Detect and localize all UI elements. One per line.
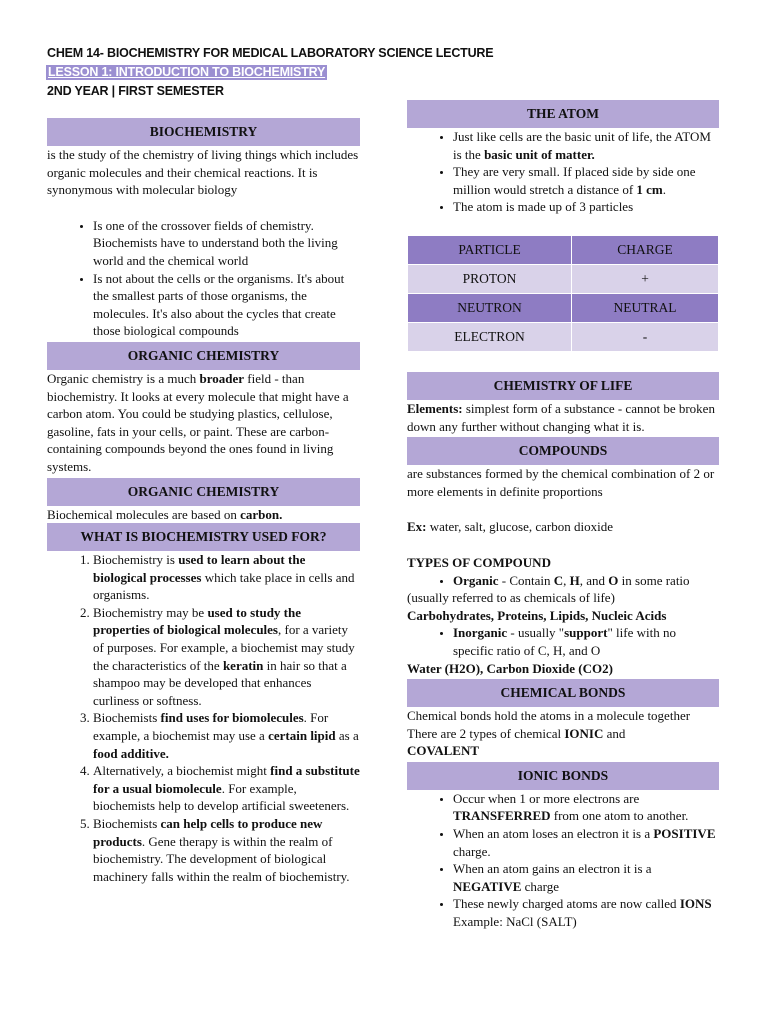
- table-header: CHARGE: [572, 235, 719, 264]
- biochemistry-bullets: [47, 217, 360, 340]
- table-row: [408, 264, 719, 293]
- table-cell: ELECTRON: [408, 322, 572, 351]
- compounds-definition: are substances formed by the chemical combination of 2 or more elements in definite proportions: [407, 466, 715, 499]
- list-item: • Just like cells are the basic unit of life, the ATOM is the basic unit of matter.: [453, 128, 719, 163]
- section-heading-organic-chemistry: ORGANIC CHEMISTRY: [47, 342, 360, 370]
- list-item: 1. Biochemistry is used to learn about the biological processes which take place in cells and organisms.: [93, 551, 360, 604]
- section-heading-chemistry-of-life: CHEMISTRY OF LIFE: [407, 372, 719, 400]
- inorganic-examples: Water (H2O), Carbon Dioxide (CO2): [407, 660, 613, 676]
- list-item: 2. Biochemistry may be used to study the properties of biological molecules, for a variety of purposes. For example, a biochemist may study the characteristics of the keratin in hair so that a shampoo may be developed that enhances curliness or softness.: [93, 604, 360, 710]
- list-item: • When an atom loses an electron it is a POSITIVE charge.: [453, 825, 719, 860]
- list-item: • When an atom gains an electron it is a NEGATIVE charge: [453, 860, 719, 895]
- table-header-row: [408, 235, 719, 264]
- table-cell: NEUTRON: [408, 293, 572, 322]
- uses-list: [47, 551, 360, 885]
- lesson-title: LESSON 1: INTRODUCTION TO BIOCHEMISTRY: [48, 65, 326, 79]
- table-cell: +: [572, 264, 719, 293]
- list-item: • These newly charged atoms are now called IONS Example: NaCl (SALT): [453, 895, 719, 930]
- bonds-text-1: Chemical bonds hold the atoms in a molecule together: [407, 708, 691, 724]
- course-title: CHEM 14- BIOCHEMISTRY FOR MEDICAL LABORATORY SCIENCE LECTURE: [47, 46, 494, 60]
- compounds-example: Ex: water, salt, glucose, carbon dioxide: [407, 519, 613, 535]
- list-item: 3. Biochemists find uses for biomolecules. For example, a biochemist may use a certain lipid as a food additive.: [93, 709, 360, 762]
- organic-bullet: [407, 572, 719, 590]
- elements-definition: Elements: simplest form of a substance - cannot be broken down any further without changing what it is.: [407, 400, 715, 434]
- particle-charge-table: [407, 235, 719, 352]
- section-heading-compounds: COMPOUNDS: [407, 437, 719, 465]
- organic-note: (usually referred to as chemicals of life): [407, 590, 615, 606]
- table-row: [408, 293, 719, 322]
- list-item: • Is one of the crossover fields of chemistry. Biochemists have to understand both the living world and the chemical world: [93, 217, 360, 270]
- table-row: [408, 322, 719, 351]
- ionic-example: Example: NaCl (SALT): [453, 914, 577, 930]
- list-item: • Organic - Contain C, H, and O in some ratio: [453, 572, 719, 590]
- table-cell: NEUTRAL: [572, 293, 719, 322]
- table-header: PARTICLE: [408, 235, 572, 264]
- list-item: 5. Biochemists can help cells to produce new products. Gene therapy is within the realm of biochemistry. The development of biological machinery falls within the realm of biochemistry.: [93, 815, 360, 885]
- list-item: • The atom is made up of 3 particles: [453, 198, 719, 216]
- types-of-compound-heading: TYPES OF COMPOUND: [407, 554, 551, 570]
- list-item: • They are very small. If placed side by side one million would stretch a distance of 1 cm.: [453, 163, 719, 198]
- list-item: • Is not about the cells or the organisms. It's about the smallest parts of those organisms, the molecules. It's also about the cycles that create those biological compounds: [93, 270, 360, 340]
- section-heading-chemical-bonds: CHEMICAL BONDS: [407, 679, 719, 707]
- year-semester: 2ND YEAR | FIRST SEMESTER: [47, 84, 224, 98]
- section-heading-biochemistry: BIOCHEMISTRY: [47, 118, 360, 146]
- section-heading-the-atom: THE ATOM: [407, 100, 719, 128]
- list-item: • Occur when 1 or more electrons are TRANSFERRED from one atom to another.: [453, 790, 719, 825]
- biochemical-molecules-text: Biochemical molecules are based on carbon.: [47, 506, 283, 522]
- list-item: 4. Alternatively, a biochemist might find a substitute for a usual biomolecule. For example, biochemists help to develop artificial sweeteners.: [93, 762, 360, 815]
- inorganic-bullet: [407, 624, 719, 659]
- organic-examples: Carbohydrates, Proteins, Lipids, Nucleic Acids: [407, 607, 667, 623]
- left-column: [47, 118, 360, 885]
- atom-bullets: [407, 128, 719, 216]
- organic-chemistry-text: Organic chemistry is a much broader field - than biochemistry. It looks at every molecule that might have a carbon atom. You could be studying plastics, cellulose, gasoline, fats in your cells, or paint. These are carbon-containing compounds beyond the ones found in living systems.: [47, 370, 349, 474]
- right-column: [407, 100, 719, 931]
- section-heading-uses: WHAT IS BIOCHEMISTRY USED FOR?: [47, 523, 360, 551]
- bonds-text-2: There are 2 types of chemical IONIC and: [407, 725, 626, 741]
- section-heading-organic-chemistry-2: ORGANIC CHEMISTRY: [47, 478, 360, 506]
- table-cell: PROTON: [408, 264, 572, 293]
- document-header: [47, 44, 493, 101]
- list-item: • Inorganic - usually "support" life with no specific ratio of C, H, and O: [453, 624, 719, 659]
- ionic-bullets: [407, 790, 719, 931]
- bonds-text-3: COVALENT: [407, 743, 480, 759]
- biochemistry-definition: is the study of the chemistry of living things which includes organic molecules and their chemical reactions. It is synonymous with molecular biology: [47, 147, 359, 198]
- section-heading-ionic-bonds: IONIC BONDS: [407, 762, 719, 790]
- table-cell: -: [572, 322, 719, 351]
